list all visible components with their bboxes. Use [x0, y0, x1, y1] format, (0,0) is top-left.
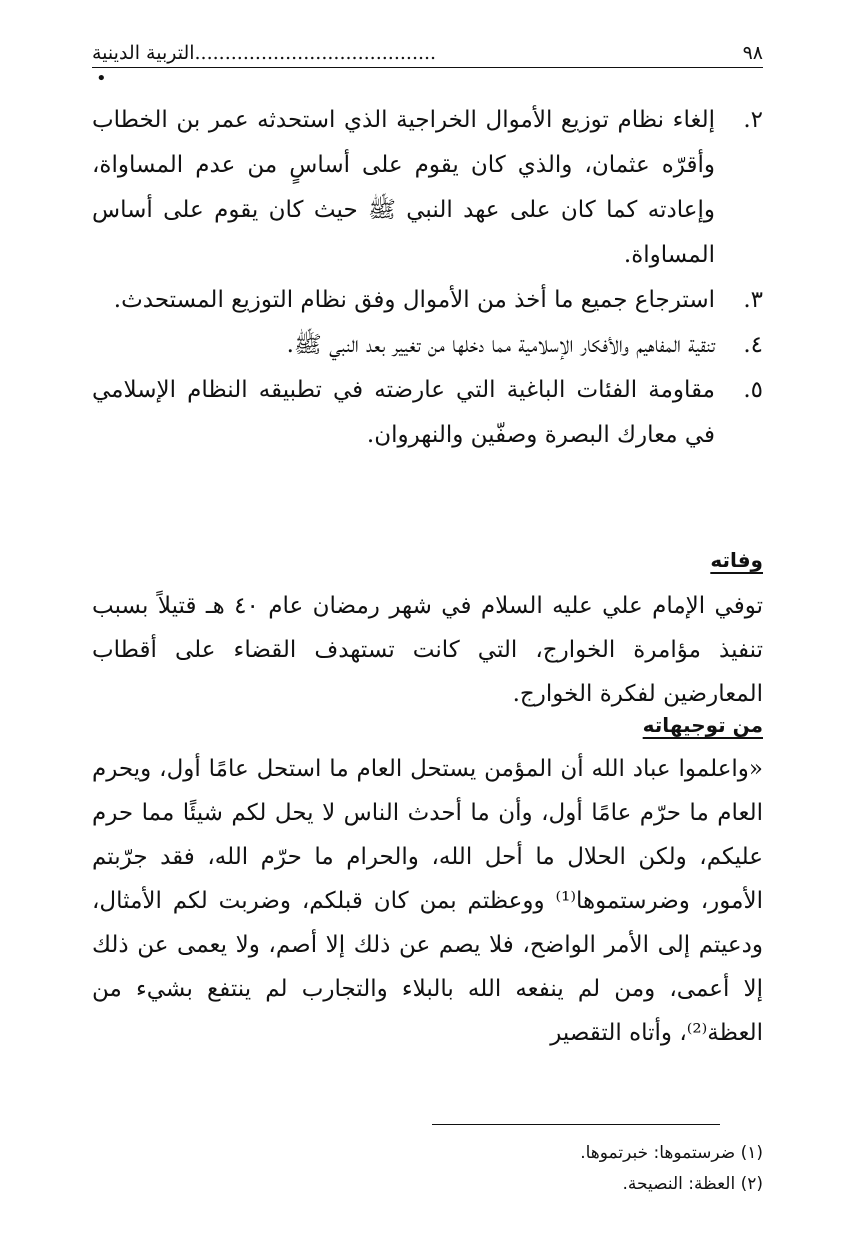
- numbered-list: [92, 98, 763, 458]
- list-item-text: تنقية المفاهيم والأفكار الإسلامية مما دخلها من تغيير بعد النبي ﷺ.: [286, 332, 715, 358]
- section-heading-wafatuh: وفاته: [710, 548, 763, 572]
- paragraph-tawjihat: «واعلموا عباد الله أن المؤمن يستحل العام ما استحل عامًا أول، ويحرم العام ما حرّم عامًا أول، وأن ما أحدث الناس لا يحل لكم شيئًا مما حرم عليكم، ولكن الحلال ما أحل الله، والحرام ما حرّم الله، فقد جرّبتم الأمور، وضرستموها⁽¹⁾ ووعظتم بمن كان قبلكم، وضربت لكم الأمثال، ودعيتم إلى الأمر الواضح، فلا يصم عن ذلك إلا أصم، ولا يعمى عن ذلك إلا أعمى، ومن لم ينفعه الله بالبلاء والتجارب لم ينتفع بشيء من العظة⁽²⁾، وأتاه التقصير: [92, 756, 763, 1046]
- running-title: ........................................التربية الدينية: [92, 42, 437, 64]
- footnote-rule: [432, 1124, 720, 1125]
- list-item-number: ٣.: [743, 287, 763, 313]
- section-heading-tawjihat: من توجيهاته: [642, 713, 763, 737]
- list-item: [92, 98, 763, 278]
- list-item-text: استرجاع جميع ما أخذ من الأموال وفق نظام التوزيع المستحدث.: [113, 287, 715, 313]
- list-item-text: مقاومة الفئات الباغية التي عارضته في تطبيقه النظام الإسلامي في معارك البصرة وصفّين والنهروان.: [92, 377, 715, 448]
- list-item-number: ٢.: [743, 107, 763, 133]
- list-item: [92, 368, 763, 458]
- footnote: (٢) العظة: النصيحة.: [622, 1174, 763, 1194]
- list-item-number: ٥.: [743, 377, 763, 403]
- list-item-text: إلغاء نظام توزيع الأموال الخراجية الذي استحدثه عمر بن الخطاب وأقرّه عثمان، والذي كان يقوم على أساسٍ من عدم المساواة، وإعادته كما كان على عهد النبي ﷺ حيث كان يقوم على أساس المساواة.: [92, 107, 715, 268]
- header-rule: [92, 67, 763, 68]
- list-item-number: ٤.: [743, 332, 763, 358]
- page-number: ٩٨: [742, 42, 763, 64]
- list-item: [92, 323, 763, 368]
- header-dot: •: [96, 68, 107, 89]
- footnotes: [92, 1138, 763, 1200]
- paragraph-wafatuh: توفي الإمام علي عليه السلام في شهر رمضان عام ٤٠ هـ قتيلاً بسبب تنفيذ مؤامرة الخوارج، التي كانت تستهدف القضاء على أقطاب المعارضين لفكرة الخوارج.: [92, 593, 764, 707]
- list-item: [92, 278, 763, 323]
- footnote: (١) ضرستموها: خبرتموها.: [580, 1143, 763, 1163]
- running-header: [92, 30, 763, 64]
